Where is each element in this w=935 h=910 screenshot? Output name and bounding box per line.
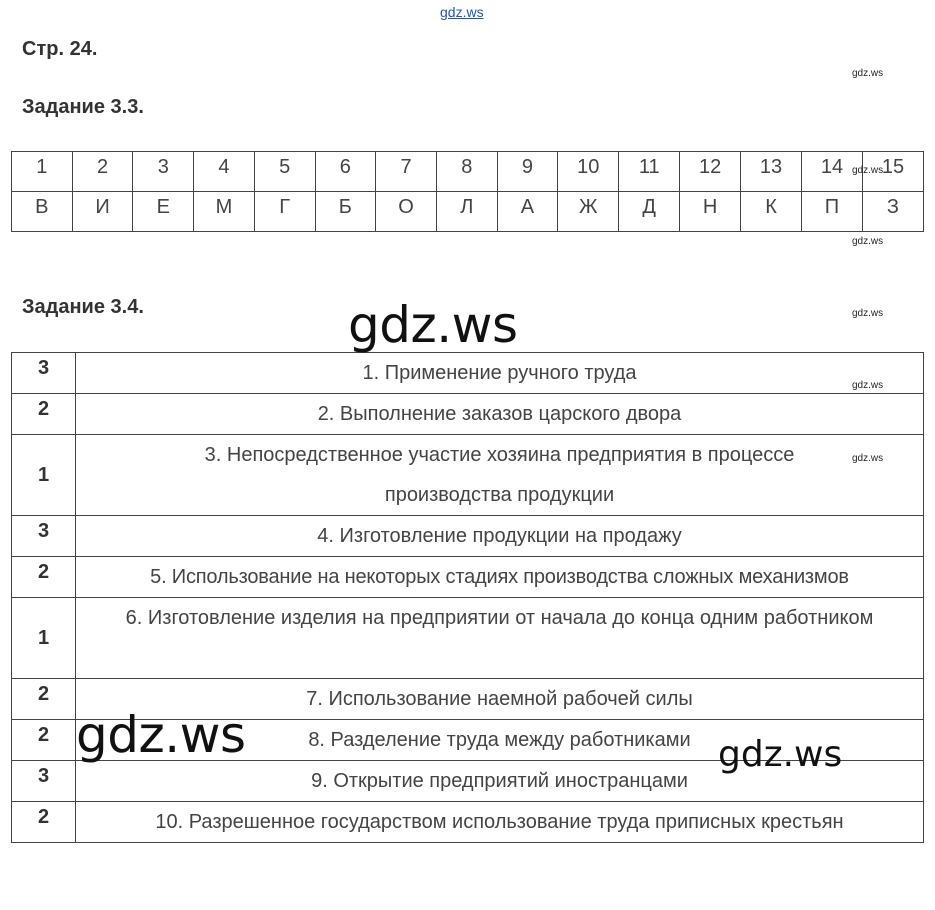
statement-cell: 3. Непосредственное участие хозяина предприятия в процессе производства продукции [76,435,924,516]
watermark-small: gdz.ws [852,68,884,79]
number-cell: 8 [436,152,497,192]
task-3-4-title: Задание 3.4. [22,296,144,318]
watermark-small: gdz.ws [852,236,884,247]
table-row [12,435,924,516]
statement-cell: 2. Выполнение заказов царского двора [76,394,924,435]
answer-cell: 2 [12,802,76,843]
table-row [12,598,924,679]
letter-cell: П [802,192,863,232]
answer-cell: 3 [12,516,76,557]
letter-cell: Ж [558,192,619,232]
answer-cell: 2 [12,557,76,598]
letter-cell: Б [315,192,376,232]
number-cell: 4 [194,152,255,192]
letter-cell: Н [680,192,741,232]
task-3-3-title: Задание 3.3. [22,96,144,118]
table-row [12,394,924,435]
table-row [12,516,924,557]
letter-cell: Г [254,192,315,232]
letter-cell: А [497,192,558,232]
page-label: Стр. 24. [22,38,98,60]
numbers-row [12,152,924,192]
letter-cell: М [194,192,255,232]
statement-cell: 4. Изготовление продукции на продажу [76,516,924,557]
statement-cell: 7. Использование наемной рабочей силы [76,679,924,720]
number-cell: 3 [133,152,194,192]
number-cell: 14 [802,152,863,192]
letter-cell: И [72,192,133,232]
letter-cell: З [862,192,923,232]
watermark-large: gdz.ws [76,706,246,764]
letter-cell: Д [619,192,680,232]
answer-cell: 1 [12,598,76,679]
number-cell: 13 [741,152,802,192]
statement-cell: 8. Разделение труда между работниками [76,720,924,761]
statement-cell: 6. Изготовление изделия на предприятии от начала до конца одним работником [76,598,924,679]
number-cell: 15 [862,152,923,192]
table-row [12,353,924,394]
number-cell: 6 [315,152,376,192]
watermark-medium: gdz.ws [718,734,843,775]
number-cell: 7 [376,152,437,192]
number-cell: 1 [12,152,73,192]
number-cell: 5 [254,152,315,192]
watermark-top-link[interactable]: gdz.ws [440,4,484,20]
letters-row [12,192,924,232]
number-cell: 10 [558,152,619,192]
table-row [12,557,924,598]
watermark-small: gdz.ws [852,380,884,391]
watermark-small: gdz.ws [852,165,884,176]
letter-cell: Е [133,192,194,232]
watermark-large: gdz.ws [348,296,518,354]
letter-cell: В [12,192,73,232]
watermark-small: gdz.ws [852,453,884,464]
number-cell: 9 [497,152,558,192]
statement-cell: 9. Открытие предприятий иностранцами [76,761,924,802]
answer-cell: 2 [12,394,76,435]
letter-cell: К [741,192,802,232]
letters-table [11,151,924,232]
answer-cell: 2 [12,720,76,761]
answer-cell: 2 [12,679,76,720]
answer-cell: 3 [12,761,76,802]
statement-cell: 5. Использование на некоторых стадиях производства сложных механизмов [76,557,924,598]
statement-cell: 10. Разрешенное государством использование труда приписных крестьян [76,802,924,843]
letter-cell: О [376,192,437,232]
statement-cell: 1. Применение ручного труда [76,353,924,394]
number-cell: 11 [619,152,680,192]
answer-cell: 3 [12,353,76,394]
number-cell: 12 [680,152,741,192]
watermark-small: gdz.ws [852,308,884,319]
answer-cell: 1 [12,435,76,516]
number-cell: 2 [72,152,133,192]
letter-cell: Л [436,192,497,232]
table-row [12,802,924,843]
